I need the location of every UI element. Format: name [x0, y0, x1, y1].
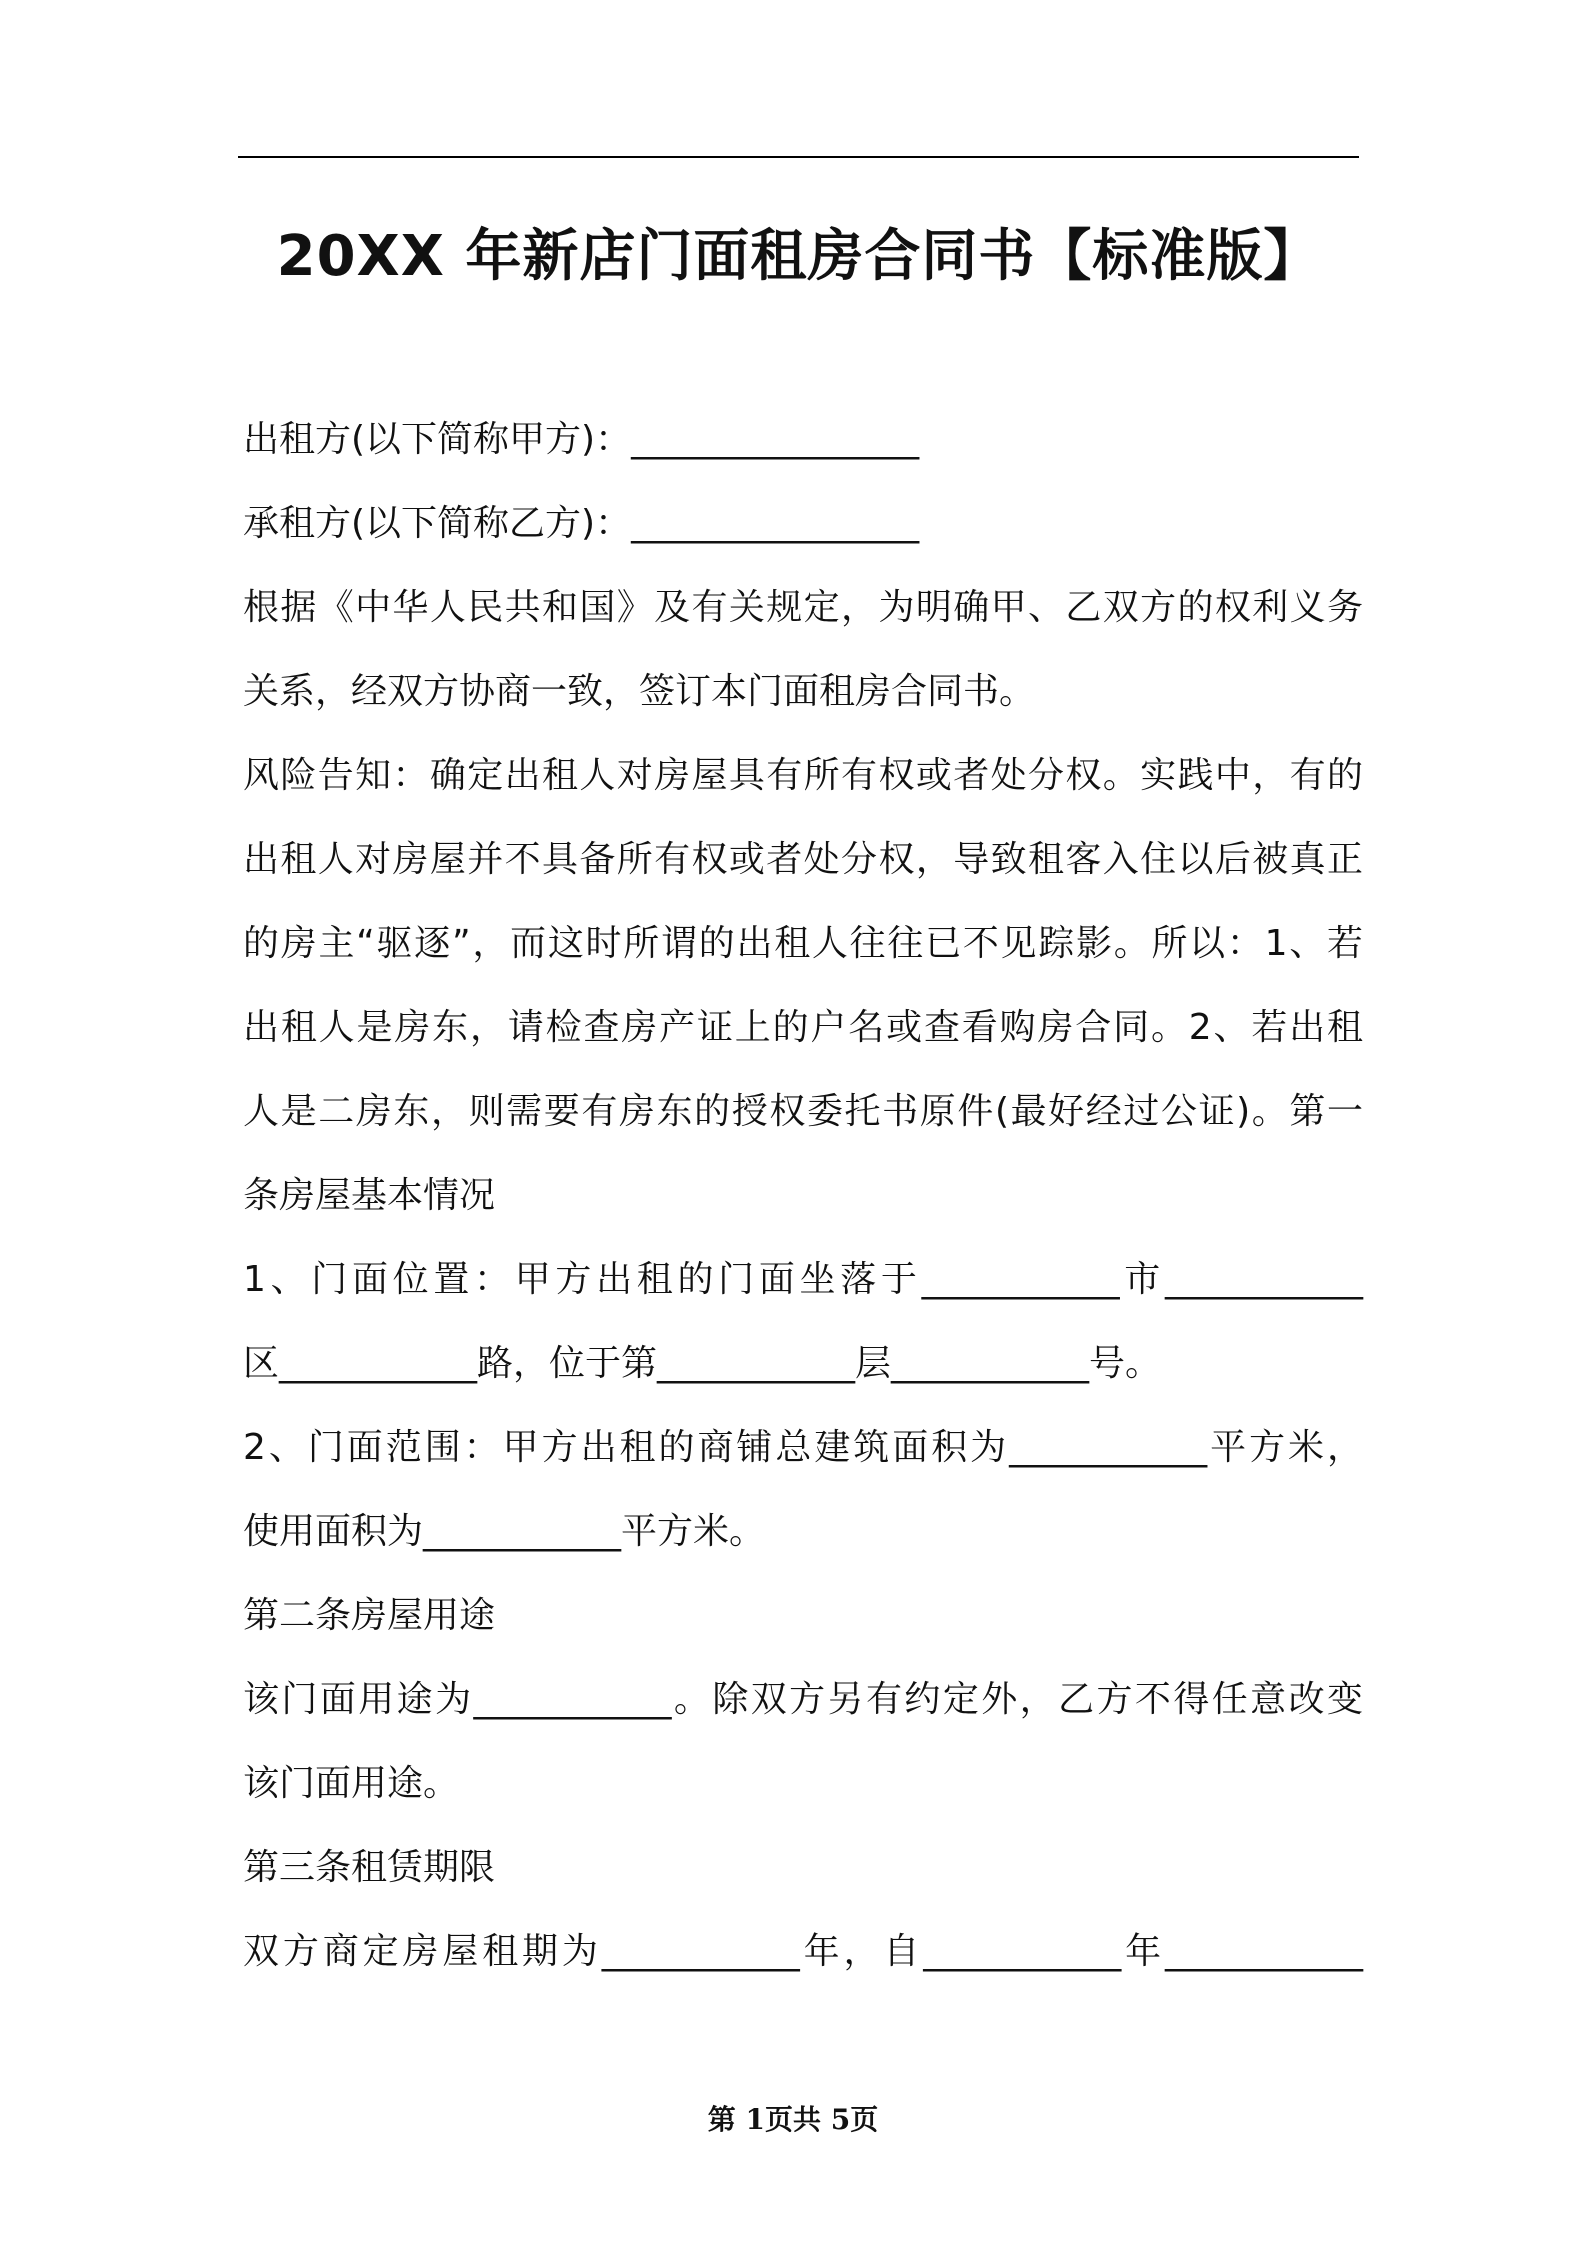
- usage-line-2: 该门面用途。: [243, 1763, 460, 1804]
- header-rule: [238, 156, 1359, 158]
- document-title: 20XX 年新店门面租房合同书【标准版】: [276, 224, 1321, 289]
- risk-notice-line-4: 出租人是房东，请检查房产证上的户名或查看购房合同。2、若出租: [243, 1007, 1363, 1048]
- article-1-heading: 条房屋基本情况: [243, 1175, 496, 1216]
- document-body: [243, 398, 1363, 1994]
- area-line-1: 2、门面范围：甲方出租的商铺总建筑面积为___________平方米，: [243, 1427, 1363, 1468]
- page-indicator: 第 1页共 5页: [707, 2103, 879, 2136]
- location-line-1: 1、门面位置：甲方出租的门面坐落于___________市___________: [243, 1259, 1363, 1300]
- risk-notice-line-1: 风险告知：确定出租人对房屋具有所有权或者处分权。实践中，有的: [243, 755, 1363, 796]
- usage-line-1: 该门面用途为___________。除双方另有约定外，乙方不得任意改变: [243, 1679, 1363, 1720]
- risk-notice-line-2: 出租人对房屋并不具备所有权或者处分权，导致租客入住以后被真正: [243, 839, 1363, 880]
- risk-notice-line-3: 的房主“驱逐”，而这时所谓的出租人往往已不见踪影。所以：1、若: [243, 923, 1363, 964]
- risk-notice-line-5: 人是二房东，则需要有房东的授权委托书原件(最好经过公证)。第一: [243, 1091, 1363, 1132]
- term-line-1: 双方商定房屋租期为___________年，自___________年___________: [243, 1931, 1363, 1972]
- location-line-2: 区___________路，位于第___________层___________号。: [243, 1343, 1162, 1384]
- party-b-line: 承租方(以下简称乙方)：________________: [243, 503, 920, 544]
- article-2-heading: 第二条房屋用途: [243, 1595, 496, 1636]
- party-a-line: 出租方(以下简称甲方)：________________: [243, 419, 920, 460]
- area-line-2: 使用面积为___________平方米。: [243, 1511, 766, 1552]
- preamble-line-1: 根据《中华人民共和国》及有关规定，为明确甲、乙双方的权利义务: [243, 587, 1363, 628]
- article-3-heading: 第三条租赁期限: [243, 1847, 496, 1888]
- preamble-line-2: 关系，经双方协商一致，签订本门面租房合同书。: [243, 671, 1036, 712]
